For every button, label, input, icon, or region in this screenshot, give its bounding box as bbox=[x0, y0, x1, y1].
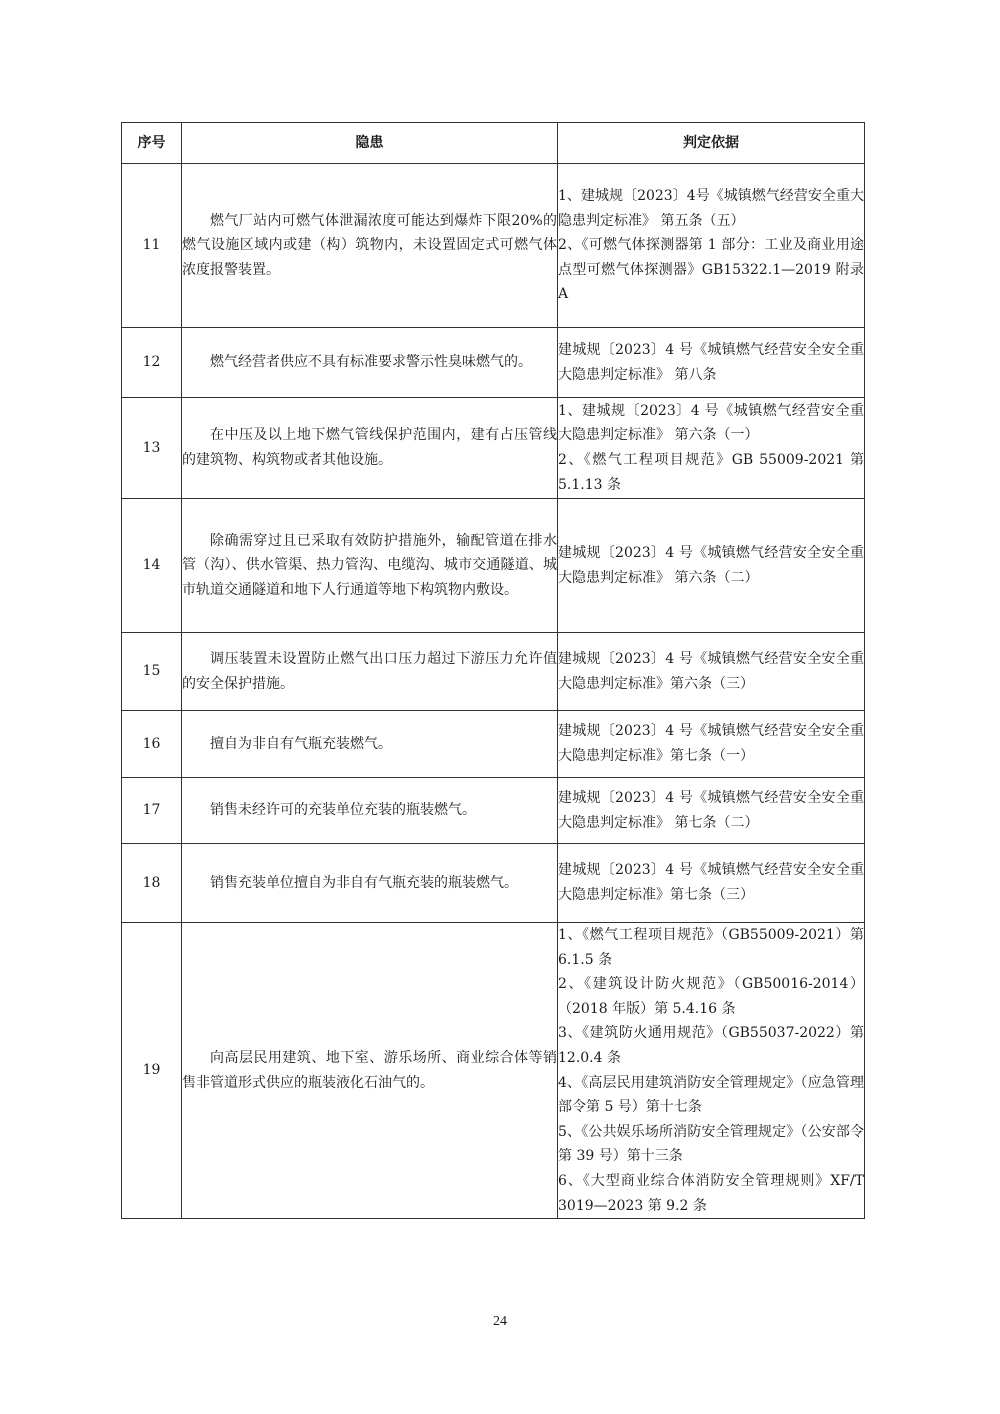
row-number: 11 bbox=[122, 164, 182, 328]
basis-cell bbox=[558, 398, 865, 499]
row-number: 17 bbox=[122, 778, 182, 844]
table-row bbox=[122, 711, 865, 778]
hazard-text: 除确需穿过且已采取有效防护措施外，输配管道在排水管（沟）、供水管渠、热力管沟、电缆沟、城市交通隧道、城市轨道交通隧道和地下人行通道等地下构筑物内敷设。 bbox=[182, 499, 558, 633]
basis-line: 建城规〔2023〕4 号《城镇燃气经营安全安全重大隐患判定标准》第六条（三） bbox=[558, 650, 864, 692]
header-hazard: 隐患 bbox=[182, 123, 558, 164]
basis-line: 4、《高层民用建筑消防安全管理规定》（应急管理部令第 5 号）第十七条 bbox=[558, 1074, 864, 1116]
row-number: 12 bbox=[122, 328, 182, 398]
basis-line: 2、《燃气工程项目规范》GB 55009-2021 第 5.1.13 条 bbox=[558, 452, 864, 493]
basis-cell bbox=[558, 923, 865, 1219]
basis-line: 2、《建筑设计防火规范》（GB50016-2014）（2018 年版）第 5.4.16 条 bbox=[558, 976, 864, 1017]
table-header-row bbox=[122, 123, 865, 164]
basis-line: 建城规〔2023〕4 号《城镇燃气经营安全安全重大隐患判定标准》第七条（一） bbox=[558, 723, 864, 764]
hazard-text: 擅自为非自有气瓶充装燃气。 bbox=[182, 711, 558, 778]
basis-line: 1、建城规〔2023〕4 号《城镇燃气经营安全重大隐患判定标准》 第六条（一） bbox=[558, 402, 864, 444]
table-row bbox=[122, 923, 865, 1219]
hazard-text: 销售充装单位擅自为非自有气瓶充装的瓶装燃气。 bbox=[182, 844, 558, 923]
row-number: 19 bbox=[122, 923, 182, 1219]
table-row bbox=[122, 778, 865, 844]
basis-cell bbox=[558, 711, 865, 778]
basis-cell bbox=[558, 633, 865, 711]
basis-cell bbox=[558, 499, 865, 633]
basis-line: 建城规〔2023〕4 号《城镇燃气经营安全安全重大隐患判定标准》 第六条（二） bbox=[558, 544, 864, 586]
basis-line: 1、建城规〔2023〕4号《城镇燃气经营安全重大隐患判定标准》 第五条（五） bbox=[558, 188, 864, 229]
hazard-text: 在中压及以上地下燃气管线保护范围内，建有占压管线的建筑物、构筑物或者其他设施。 bbox=[182, 398, 558, 499]
basis-cell bbox=[558, 844, 865, 923]
table-row bbox=[122, 328, 865, 398]
basis-line: 建城规〔2023〕4 号《城镇燃气经营安全安全重大隐患判定标准》 第八条 bbox=[558, 341, 864, 383]
hazard-text: 调压装置未设置防止燃气出口压力超过下游压力允许值的安全保护措施。 bbox=[182, 633, 558, 711]
row-number: 16 bbox=[122, 711, 182, 778]
table-row bbox=[122, 164, 865, 328]
row-number: 18 bbox=[122, 844, 182, 923]
row-number: 15 bbox=[122, 633, 182, 711]
basis-line: 1、《燃气工程项目规范》（GB55009-2021）第 6.1.5 条 bbox=[558, 927, 864, 968]
basis-line: 2、《可燃气体探测器第 1 部分：工业及商业用途点型可燃气体探测器》GB15322.1—2019 附录 A bbox=[558, 237, 864, 303]
row-number: 13 bbox=[122, 398, 182, 499]
table-row bbox=[122, 398, 865, 499]
basis-line: 5、《公共娱乐场所消防安全管理规定》（公安部令第 39 号）第十三条 bbox=[558, 1123, 864, 1165]
basis-line: 建城规〔2023〕4 号《城镇燃气经营安全安全重大隐患判定标准》 第七条（二） bbox=[558, 789, 864, 831]
hazard-text: 向高层民用建筑、地下室、游乐场所、商业综合体等销售非管道形式供应的瓶装液化石油气的。 bbox=[182, 923, 558, 1219]
basis-line: 6、《大型商业综合体消防安全管理规则》XF/T 3019—2023 第 9.2 条 bbox=[558, 1172, 864, 1214]
hazard-table bbox=[121, 122, 865, 1219]
header-basis: 判定依据 bbox=[558, 123, 865, 164]
hazard-text: 燃气经营者供应不具有标准要求警示性臭味燃气的。 bbox=[182, 328, 558, 398]
hazard-text: 销售未经许可的充装单位充装的瓶装燃气。 bbox=[182, 778, 558, 844]
page-number: 24 bbox=[493, 1314, 507, 1329]
basis-cell bbox=[558, 328, 865, 398]
header-no: 序号 bbox=[122, 123, 182, 164]
basis-cell bbox=[558, 778, 865, 844]
basis-line: 3、《建筑防火通用规范》（GB55037-2022）第 12.0.4 条 bbox=[558, 1025, 864, 1066]
table-row bbox=[122, 844, 865, 923]
basis-cell bbox=[558, 164, 865, 328]
table-row bbox=[122, 499, 865, 633]
basis-line: 建城规〔2023〕4 号《城镇燃气经营安全安全重大隐患判定标准》第七条（三） bbox=[558, 862, 864, 903]
row-number: 14 bbox=[122, 499, 182, 633]
hazard-text: 燃气厂站内可燃气体泄漏浓度可能达到爆炸下限20%的燃气设施区域内或建（构）筑物内，未设置固定式可燃气体浓度报警装置。 bbox=[182, 164, 558, 328]
table-row bbox=[122, 633, 865, 711]
